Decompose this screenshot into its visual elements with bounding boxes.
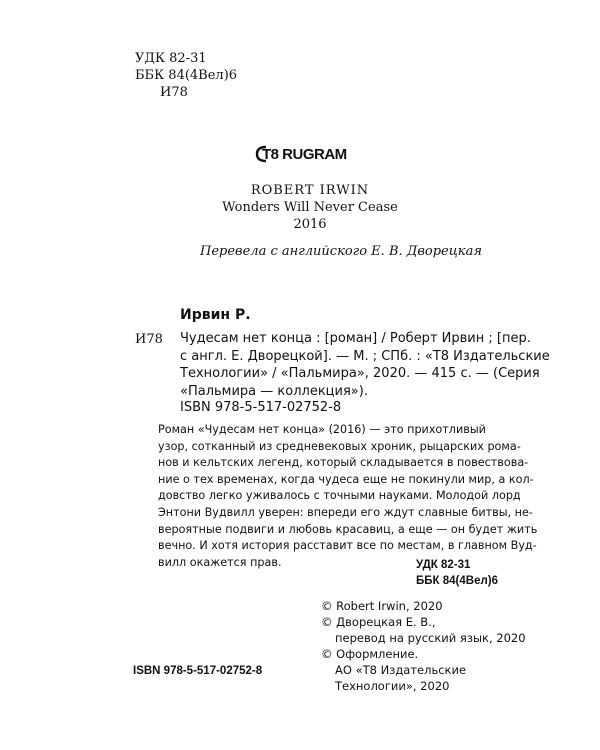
annotation-line: ние о тех временах, когда чудеса еще не покинули мир, а кол- bbox=[158, 472, 534, 486]
annotation-line: довство легко уживалось с точными науками. Молодой лорд bbox=[158, 489, 521, 503]
bibliographic-line: Технологии» / «Пальмира», 2020. — 415 с. — (Серия bbox=[180, 366, 540, 381]
original-year: 2016 bbox=[293, 217, 327, 232]
classification-codes-top bbox=[135, 50, 237, 101]
classification-codes-bottom bbox=[416, 557, 498, 589]
annotation bbox=[158, 422, 538, 571]
translator-note: Перевела с английского Е. В. Дворецкая bbox=[200, 244, 482, 259]
bbk-code: ББК 84(4Вел)6 bbox=[416, 575, 498, 587]
bbk-code: ББК 84(4Вел)6 bbox=[135, 68, 238, 83]
annotation-line: вилл окажется прав. bbox=[158, 555, 282, 569]
original-title: Wonders Will Never Cease bbox=[222, 200, 398, 215]
bibliographic-author-mark: И78 bbox=[135, 332, 163, 347]
copyright-line: АО «Т8 Издательские bbox=[335, 663, 467, 677]
copyright-line: © Оформление. bbox=[321, 647, 419, 661]
copyright-line: перевод на русский язык, 2020 bbox=[335, 631, 526, 645]
isbn-bottom: ISBN 978-5-517-02752-8 bbox=[133, 665, 263, 677]
bibliographic-author-heading: Ирвин Р. bbox=[180, 307, 251, 323]
bibliographic-line: «Пальмира — коллекция»). bbox=[180, 383, 368, 399]
bibliographic-line: с англ. Е. Дворецкой]. — М. ; СПб. : «Т8 Издательские bbox=[180, 348, 550, 364]
bibliographic-description bbox=[180, 330, 550, 400]
annotation-line: вероятные подвиги и любовь красавиц, а еще — он будет жить bbox=[158, 522, 538, 536]
annotation-line: Роман «Чудесам нет конца» (2016) — это прихотливый bbox=[158, 423, 486, 436]
copyright-line: © Robert Irwin, 2020 bbox=[321, 599, 443, 613]
publisher-logo bbox=[262, 144, 362, 166]
publisher-logo-text: T8 RUGRAM bbox=[262, 146, 347, 163]
original-author-name: ROBERT IRWIN bbox=[250, 183, 370, 198]
annotation-line: Энтони Вудвилл уверен: впереди его ждут славные битвы, не- bbox=[158, 505, 533, 519]
copyright-block bbox=[321, 598, 526, 694]
author-mark: И78 bbox=[160, 85, 188, 100]
isbn: ISBN 978-5-517-02752-8 bbox=[180, 400, 342, 415]
annotation-line: вечно. И хотя история расставит все по местам, в главном Вуд- bbox=[158, 539, 537, 553]
udk-code: УДК 82-31 bbox=[135, 51, 207, 66]
original-author bbox=[180, 182, 440, 199]
copyright-line: Технологии», 2020 bbox=[335, 679, 450, 693]
udk-code: УДК 82-31 bbox=[416, 559, 471, 571]
annotation-line: нов и кельтских легенд, который складывается в повествова- bbox=[158, 456, 529, 470]
annotation-line: узор, сотканный из средневековых хроник, рыцарских рома- bbox=[158, 439, 521, 453]
copyright-line: © Дворецкая Е. В., bbox=[321, 615, 436, 629]
bibliographic-line: Чудесам нет конца : [роман] / Роберт Ирвин ; [пер. bbox=[180, 331, 531, 346]
